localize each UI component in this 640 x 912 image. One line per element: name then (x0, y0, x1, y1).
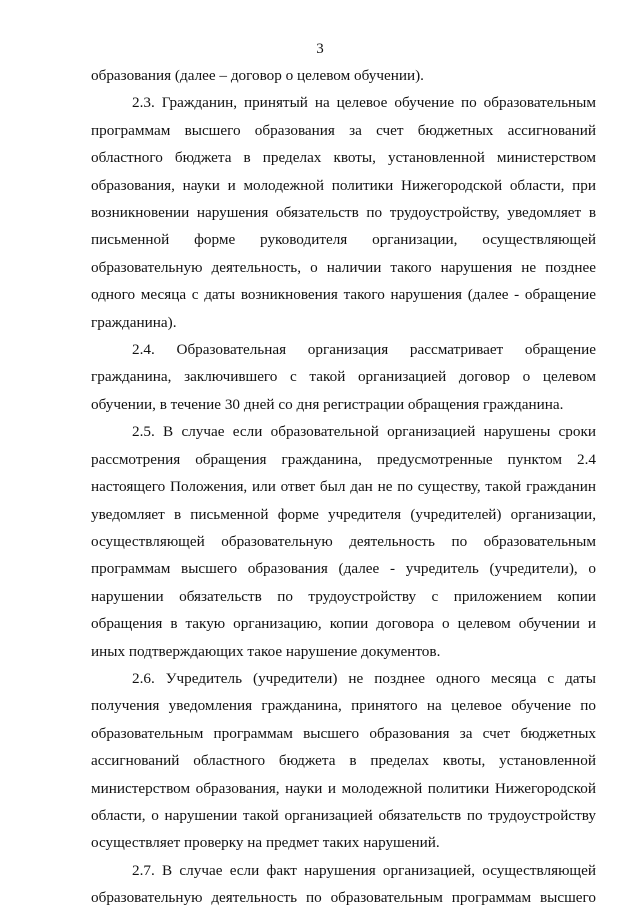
paragraph-2-4: 2.4. Образовательная организация рассматривает обращение гражданина, заключившего с такой организацией договор о целевом обучении, в течение 30 дней со дня регистрации обращения гражданина. (91, 341, 596, 413)
paragraph-2-3: 2.3. Гражданин, принятый на целевое обучение по образовательным программам высшего образования за счет бюджетных ассигнований областного бюджета в пределах квоты, установленной министерством образования, науки и молодежной политики Нижегородской области, при возникновении нарушения обязательств по трудоустройству, уведомляет в письменной форме руководителя организации, осуществляющей образовательную деятельность, о наличии такого нарушения не позднее одного месяца с даты возникновения такого нарушения (далее - обращение гражданина). (91, 94, 596, 331)
document-body (91, 62, 596, 912)
paragraph-2-5: 2.5. В случае если образовательной организацией нарушены сроки рассмотрения обращения гражданина, предусмотренные пунктом 2.4 настоящего Положения, или ответ был дан не по существу, такой гражданин уведомляет в письменной форме учредителя (учредителей) организации, осуществляющей образовательную деятельность по образовательным программам высшего образования (далее - учредитель (учредители), о нарушении обязательств по трудоустройству с приложением копии обращения в такую организацию, копии договора о целевом обучении и иных подтверждающих такое нарушение документов. (91, 423, 596, 660)
paragraph-continuation: образования (далее – договор о целевом обучении). (91, 67, 424, 84)
paragraph-2-7: 2.7. В случае если факт нарушения организацией, осуществляющей образовательную деятельность по образовательным программам высшего (91, 861, 596, 907)
page-number: 3 (316, 41, 324, 57)
paragraph-2-6: 2.6. Учредитель (учредители) не позднее одного месяца с даты получения уведомления гражданина, принятого на целевое обучение по образовательным программам высшего образования за счет бюджетных ассигнований областного бюджета в пределах квоты, установленной министерством образования, науки и молодежной политики Нижегородской области, о нарушении такой организацией обязательств по трудоустройству осуществляет проверку на предмет таких нарушений. (91, 669, 596, 852)
